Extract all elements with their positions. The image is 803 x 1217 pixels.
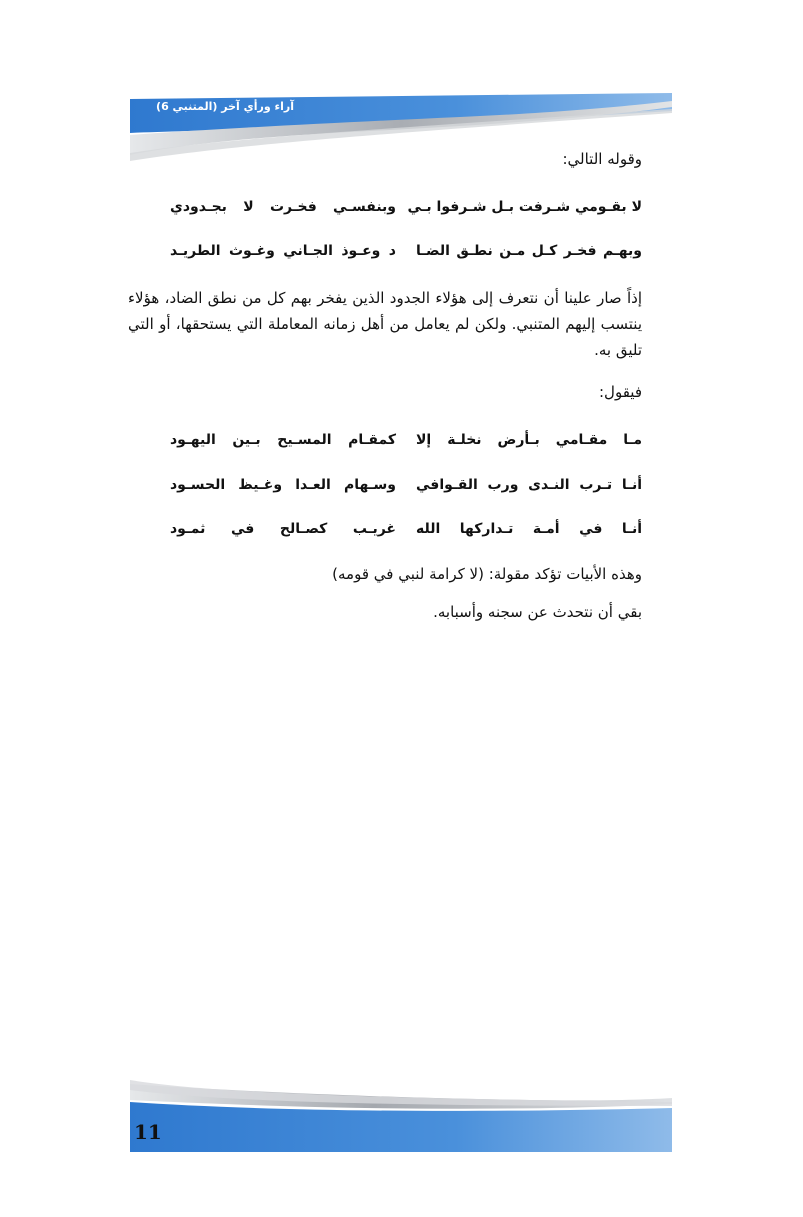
lead-line: فيقول: <box>599 383 642 401</box>
verse-first-hemistich: أنـا تـرب النـدى ورب القـوافي <box>416 477 642 493</box>
verse-second-hemistich: د وعـوذ الجـاني وغـوث الطريـد <box>170 243 396 259</box>
verse-second-hemistich: وبنفسـي فخـرت لا بجـدودي <box>170 199 396 215</box>
verse-second-hemistich: وسـهام العـدا وغـيظ الحسـود <box>170 477 396 493</box>
verse-first-hemistich: لا بقـومي شـرفت بـل شـرفوا بـي <box>407 199 642 215</box>
page-number: 11 <box>134 1120 162 1144</box>
page-footer <box>130 1080 672 1152</box>
footer-wave-decoration <box>130 1080 672 1152</box>
verse-first-hemistich: وبهـم فخـر كـل مـن نطـق الضـا <box>416 243 642 259</box>
verse-first-hemistich: أنـا في أمـة تـداركها الله <box>416 521 642 537</box>
verse-first-hemistich: مـا مقـامي بـأرض نخلـة إلا <box>416 432 642 448</box>
body-paragraph: إذاً صار علينا أن نتعرف إلى هؤلاء الجدود الذين يفخر بهم كل من نطق الضاد، هؤلاء ينتسب إليهم المتنبي. ولكن لم يعامل من أهل زمانه المعاملة التي يستحقها، أو التي تليق به. <box>128 289 642 359</box>
verse-line <box>170 199 642 223</box>
header-title: آراء ورأي آخر (المتنبي 6) <box>156 100 294 113</box>
closing-line-quote: وهذه الأبيات تؤكد مقولة: (لا كرامة لنبي في قومه) <box>332 565 642 583</box>
verse-second-hemistich: كمقـام المسـيح بـين اليهـود <box>170 432 396 448</box>
closing-line: بقي أن نتحدث عن سجنه وأسبابه. <box>433 603 642 621</box>
verse-line <box>170 432 642 456</box>
intro-line: وقوله التالي: <box>562 150 642 168</box>
verse-line <box>170 243 642 267</box>
verse-line <box>170 521 642 545</box>
verse-second-hemistich: غريـب كصـالح في ثمـود <box>170 521 396 537</box>
verse-line <box>170 477 642 501</box>
